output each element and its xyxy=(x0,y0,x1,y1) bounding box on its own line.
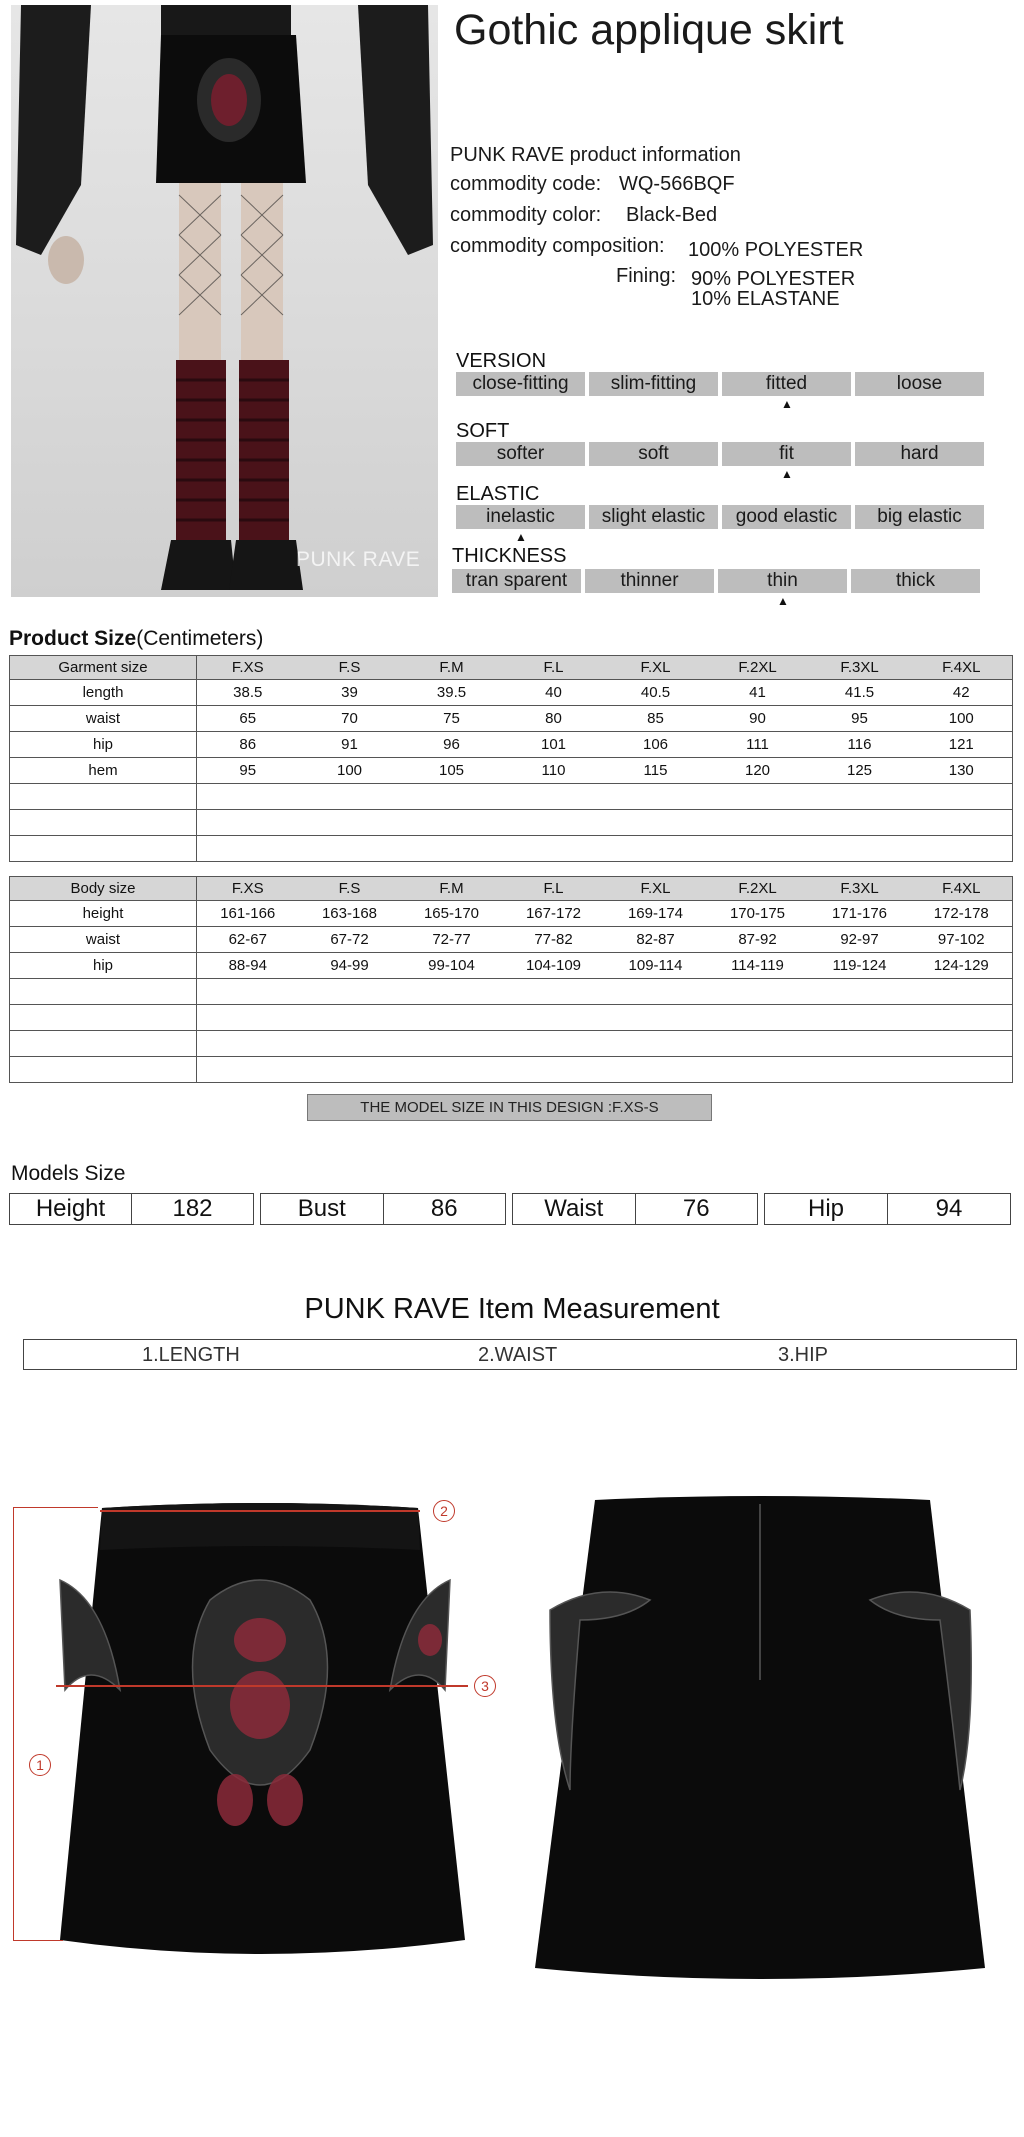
model-stat-label: Waist xyxy=(544,1195,604,1222)
info-heading: PUNK RAVE product information xyxy=(450,144,741,166)
table-row-empty xyxy=(10,979,1013,1005)
table-cell: 65 xyxy=(197,706,299,732)
model-stat-label: Bust xyxy=(297,1195,346,1222)
table-cell: hem xyxy=(10,758,197,784)
table-cell: 110 xyxy=(503,758,605,784)
table-cell: 96 xyxy=(401,732,503,758)
table-row xyxy=(10,706,1013,732)
table-row xyxy=(10,901,1013,927)
table-row xyxy=(10,927,1013,953)
table-cell: 169-174 xyxy=(605,901,707,927)
rating-thickness-option: thin xyxy=(718,569,847,593)
table-header-cell: F.XL xyxy=(605,656,707,680)
model-stat-label: Height xyxy=(35,1195,106,1222)
measurement-item-length: 1.LENGTH xyxy=(142,1344,240,1366)
rating-elastic-option: good elastic xyxy=(722,505,851,529)
table-cell: 121 xyxy=(911,732,1013,758)
table-cell: 170-175 xyxy=(707,901,809,927)
marker-2-icon: 2 xyxy=(433,1500,455,1522)
rating-soft-option: hard xyxy=(855,442,984,466)
table-header-cell: F.XL xyxy=(605,877,707,901)
table-cell: 85 xyxy=(605,706,707,732)
table-cell: 111 xyxy=(707,732,809,758)
table-header-cell: Garment size xyxy=(10,656,197,680)
table-cell: 77-82 xyxy=(503,927,605,953)
table-cell: waist xyxy=(10,927,197,953)
table-cell: height xyxy=(10,901,197,927)
table-cell: 97-102 xyxy=(911,927,1013,953)
commodity-color-value: Black-Bed xyxy=(626,204,718,226)
commodity-color-label: commodity color: xyxy=(450,204,602,226)
table-row xyxy=(10,758,1013,784)
table-cell: 161-166 xyxy=(197,901,299,927)
rating-version-option: slim-fitting xyxy=(589,372,718,396)
models-size-title: Models Size xyxy=(11,1162,126,1185)
rating-elastic-title: ELASTIC xyxy=(456,483,540,505)
model-bust-box xyxy=(260,1193,506,1225)
table-cell: 42 xyxy=(911,680,1013,706)
table-row xyxy=(10,953,1013,979)
table-header-cell: F.XS xyxy=(197,877,299,901)
table-cell: hip xyxy=(10,732,197,758)
table-cell: 171-176 xyxy=(809,901,911,927)
fining-value-1: 90% POLYESTER xyxy=(691,268,856,290)
table-cell: 90 xyxy=(707,706,809,732)
commodity-code-label: commodity code: xyxy=(450,173,602,195)
table-cell: 119-124 xyxy=(809,953,911,979)
table-cell: 124-129 xyxy=(911,953,1013,979)
rating-version-marker-icon: ▲ xyxy=(781,397,793,411)
table-cell: 105 xyxy=(401,758,503,784)
table-cell: waist xyxy=(10,706,197,732)
table-cell: 75 xyxy=(401,706,503,732)
rating-soft-marker-icon: ▲ xyxy=(781,467,793,481)
garment-table-header xyxy=(10,656,1013,680)
rating-thickness-option: thinner xyxy=(585,569,714,593)
table-cell: 72-77 xyxy=(401,927,503,953)
measurement-legend xyxy=(23,1339,1017,1370)
table-header-cell: F.4XL xyxy=(911,656,1013,680)
model-hip-box xyxy=(764,1193,1011,1225)
table-cell: 40.5 xyxy=(605,680,707,706)
table-cell: 114-119 xyxy=(707,953,809,979)
table-cell: 39.5 xyxy=(401,680,503,706)
product-size-title xyxy=(9,627,263,651)
hip-measure-line xyxy=(56,1685,468,1687)
table-header-cell: F.2XL xyxy=(707,877,809,901)
table-cell: 94-99 xyxy=(299,953,401,979)
waist-measure-line xyxy=(100,1510,420,1512)
table-row-empty xyxy=(10,1005,1013,1031)
table-row-empty xyxy=(10,836,1013,862)
table-cell: 82-87 xyxy=(605,927,707,953)
rating-version-option: close-fitting xyxy=(456,372,585,396)
fining-value-2: 10% ELASTANE xyxy=(691,288,840,310)
measurement-item-hip: 3.HIP xyxy=(778,1344,829,1366)
product-model-photo xyxy=(11,5,438,597)
table-header-cell: F.S xyxy=(299,877,401,901)
table-cell: 109-114 xyxy=(605,953,707,979)
rating-soft-option: soft xyxy=(589,442,718,466)
table-cell: 86 xyxy=(197,732,299,758)
product-size-title-bold: Product Size xyxy=(9,627,137,650)
commodity-code-value: WQ-566BQF xyxy=(619,173,735,195)
table-cell: 100 xyxy=(911,706,1013,732)
table-cell: 41.5 xyxy=(809,680,911,706)
product-title: Gothic applique skirt xyxy=(454,6,844,54)
rating-soft-option: fit xyxy=(722,442,851,466)
rating-elastic-option: big elastic xyxy=(855,505,984,529)
table-row xyxy=(10,732,1013,758)
rating-soft-title: SOFT xyxy=(456,420,510,442)
table-cell: 100 xyxy=(299,758,401,784)
rating-thickness-option: tran sparent xyxy=(452,569,581,593)
table-cell: 95 xyxy=(197,758,299,784)
table-cell: 62-67 xyxy=(197,927,299,953)
model-stat-value: 76 xyxy=(635,1194,758,1224)
model-height-box xyxy=(9,1193,254,1225)
commodity-composition-value: 100% POLYESTER xyxy=(688,239,864,261)
marker-3-icon: 3 xyxy=(474,1675,496,1697)
model-waist-box xyxy=(512,1193,758,1225)
rating-elastic-option: inelastic xyxy=(456,505,585,529)
skirt-front-image xyxy=(10,1490,500,2000)
skirt-back-illustration xyxy=(530,1490,1010,2000)
length-measure-bottom xyxy=(13,1940,63,1941)
table-header-cell: F.L xyxy=(503,656,605,680)
table-row xyxy=(10,680,1013,706)
rating-thickness-option: thick xyxy=(851,569,980,593)
table-cell: 41 xyxy=(707,680,809,706)
rating-rows xyxy=(452,350,989,608)
model-stat-value: 94 xyxy=(887,1194,1010,1224)
table-header-cell: F.L xyxy=(503,877,605,901)
garment-size-table xyxy=(9,655,1013,862)
body-size-table xyxy=(9,876,1013,1083)
table-row-empty xyxy=(10,1057,1013,1083)
measurement-title: PUNK RAVE Item Measurement xyxy=(304,1293,720,1325)
table-cell: 101 xyxy=(503,732,605,758)
model-illustration xyxy=(11,5,438,597)
table-cell: 67-72 xyxy=(299,927,401,953)
table-row-empty xyxy=(10,1031,1013,1057)
table-cell: 116 xyxy=(809,732,911,758)
table-cell: length xyxy=(10,680,197,706)
table-cell: 87-92 xyxy=(707,927,809,953)
table-row-empty xyxy=(10,810,1013,836)
table-cell: 80 xyxy=(503,706,605,732)
table-cell: 125 xyxy=(809,758,911,784)
table-header-cell: F.4XL xyxy=(911,877,1013,901)
rating-elastic-marker-icon: ▲ xyxy=(515,530,527,544)
length-measure-top xyxy=(13,1507,98,1508)
model-stat-value: 86 xyxy=(383,1194,506,1224)
rating-thickness-title: THICKNESS xyxy=(452,545,567,567)
table-cell: 172-178 xyxy=(911,901,1013,927)
table-cell: 70 xyxy=(299,706,401,732)
body-table-header xyxy=(10,877,1013,901)
table-cell: 115 xyxy=(605,758,707,784)
measurement-item-waist: 2.WAIST xyxy=(478,1344,558,1366)
table-header-cell: F.S xyxy=(299,656,401,680)
table-cell: 104-109 xyxy=(503,953,605,979)
table-cell: 92-97 xyxy=(809,927,911,953)
table-cell: 39 xyxy=(299,680,401,706)
rating-version-title: VERSION xyxy=(456,350,547,372)
table-header-cell: F.M xyxy=(401,656,503,680)
table-header-cell: F.3XL xyxy=(809,877,911,901)
table-cell: 106 xyxy=(605,732,707,758)
table-cell: 167-172 xyxy=(503,901,605,927)
table-cell: 88-94 xyxy=(197,953,299,979)
rating-version-option: fitted xyxy=(722,372,851,396)
table-header-cell: F.M xyxy=(401,877,503,901)
table-header-cell: F.3XL xyxy=(809,656,911,680)
table-cell: hip xyxy=(10,953,197,979)
table-cell: 163-168 xyxy=(299,901,401,927)
skirt-front-illustration xyxy=(10,1490,500,2000)
rating-version-option: loose xyxy=(855,372,984,396)
model-stat-value: 182 xyxy=(131,1194,253,1224)
commodity-composition-label: commodity composition: xyxy=(450,235,665,257)
skirt-back-image xyxy=(530,1490,1010,2000)
rating-elastic-option: slight elastic xyxy=(589,505,718,529)
table-header-cell: F.XS xyxy=(197,656,299,680)
table-cell: 40 xyxy=(503,680,605,706)
photo-watermark: PUNK RAVE xyxy=(296,548,421,571)
table-cell: 99-104 xyxy=(401,953,503,979)
marker-1-icon: 1 xyxy=(29,1754,51,1776)
table-cell: 120 xyxy=(707,758,809,784)
product-size-title-unit: (Centimeters) xyxy=(136,627,264,650)
table-cell: 38.5 xyxy=(197,680,299,706)
table-header-cell: F.2XL xyxy=(707,656,809,680)
table-cell: 95 xyxy=(809,706,911,732)
table-cell: 130 xyxy=(911,758,1013,784)
table-header-cell: Body size xyxy=(10,877,197,901)
fining-label: Fining: xyxy=(616,265,677,287)
table-row-empty xyxy=(10,784,1013,810)
length-measure-line xyxy=(13,1507,14,1940)
table-cell: 91 xyxy=(299,732,401,758)
model-size-note: THE MODEL SIZE IN THIS DESIGN :F.XS-S xyxy=(307,1094,712,1121)
rating-thickness-marker-icon: ▲ xyxy=(777,594,789,608)
table-cell: 165-170 xyxy=(401,901,503,927)
rating-soft-option: softer xyxy=(456,442,585,466)
model-stat-label: Hip xyxy=(807,1195,844,1222)
